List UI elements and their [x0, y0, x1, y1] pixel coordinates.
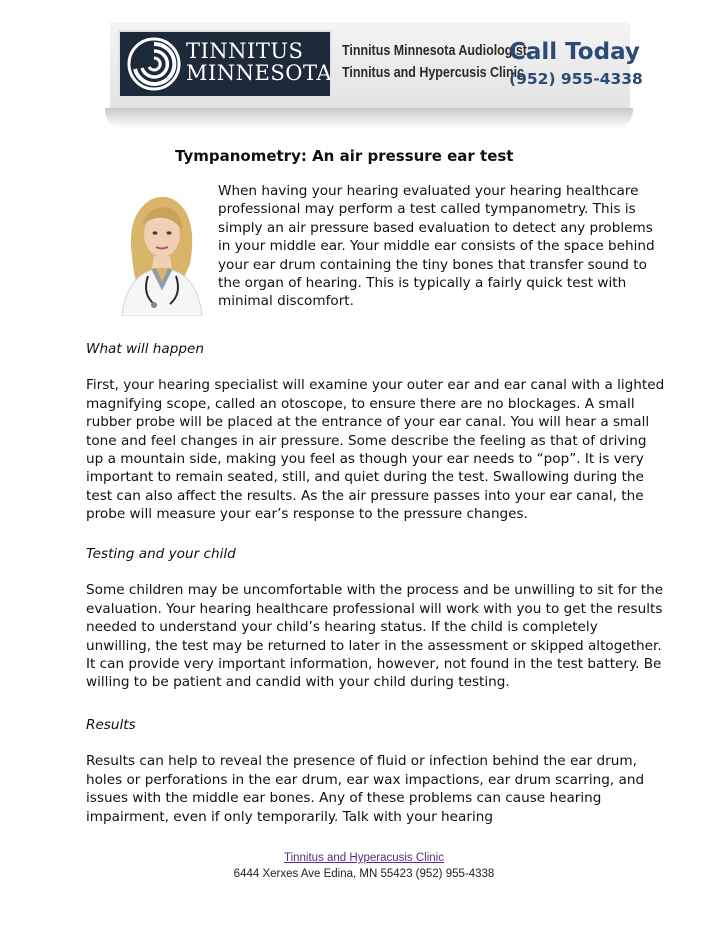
spiral-logo-icon	[126, 36, 182, 92]
section-results	[86, 716, 666, 826]
call-today-label: Call Today	[509, 39, 640, 65]
intro-paragraph: When having your hearing evaluated your hearing healthcare professional may perform a test called tympanometry. This is simply an air pressure based evaluation to detect any problems in your middle ear. Your middle ear consists of the space behind your ear drum containing the tiny bones that transfer sound to the organ of hearing. This is typically a fairly quick test with minimal discomfort.	[218, 183, 655, 310]
section-heading: Results	[86, 717, 136, 733]
doctor-portrait-image	[112, 186, 208, 316]
phone-number[interactable]: (952) 955-4338	[509, 70, 643, 88]
footer-address: 6444 Xerxes Ave Edina, MN 55423 (952) 955-4338	[233, 868, 495, 880]
section-body: Some children may be uncomfortable with the process and be unwilling to sit for the evaluation. Your hearing healthcare professional will work with you to get the results needed to understand your child’s hearing status. If the child is completely unwilling, the test may be returned to later in the assessment or skipped altogether. It can provide very important information, however, not found in the test battery. Be willing to be patient and candid with your child during testing.	[86, 582, 664, 691]
logo-line-1: TINNITUS	[186, 39, 304, 63]
section-heading: What will happen	[86, 341, 204, 357]
clinic-name-block	[342, 40, 527, 84]
tinnitus-minnesota-logo[interactable]	[118, 30, 332, 98]
banner-shadow	[105, 108, 633, 130]
clinic-line-2: Tinnitus and Hypercusis Clinic	[342, 65, 525, 81]
clinic-line-1: Tinnitus Minnesota Audiologist	[342, 43, 527, 59]
page-title: Tympanometry: An air pressure ear test	[175, 147, 514, 165]
section-testing-and-your-child	[86, 545, 666, 692]
call-today-block[interactable]	[509, 38, 669, 90]
section-body: Results can help to reveal the presence of fluid or infection behind the ear drum, holes or perforations in the ear drum, ear wax impactions, ear drum scarring, and issues with the middle ear bones. Any of these problems can cause hearing impairment, even if only temporarily. Talk with your hearing	[86, 753, 645, 825]
footer-clinic-link[interactable]: Tinnitus and Hyperacusis Clinic	[283, 852, 444, 864]
logo-wordmark	[186, 40, 332, 84]
section-heading: Testing and your child	[86, 546, 236, 562]
logo-line-2: MINNESOTA	[186, 61, 333, 85]
section-what-will-happen	[86, 340, 666, 524]
section-body: First, your hearing specialist will examine your outer ear and ear canal with a lighted magnifying scope, called an otoscope, to ensure there are no blockages. A small rubber probe will be placed at the entrance of your ear canal. You will hear a small tone and feel changes in air pressure. Some describe the feeling as that of driving up a mountain side, making you feel as though your ear needs to “pop”. It is very important to remain seated, still, and quiet during the test. Swallowing during the test can also affect the results. As the air pressure passes into your ear canal, the probe will measure your ear’s response to the pressure changes.	[86, 377, 665, 523]
